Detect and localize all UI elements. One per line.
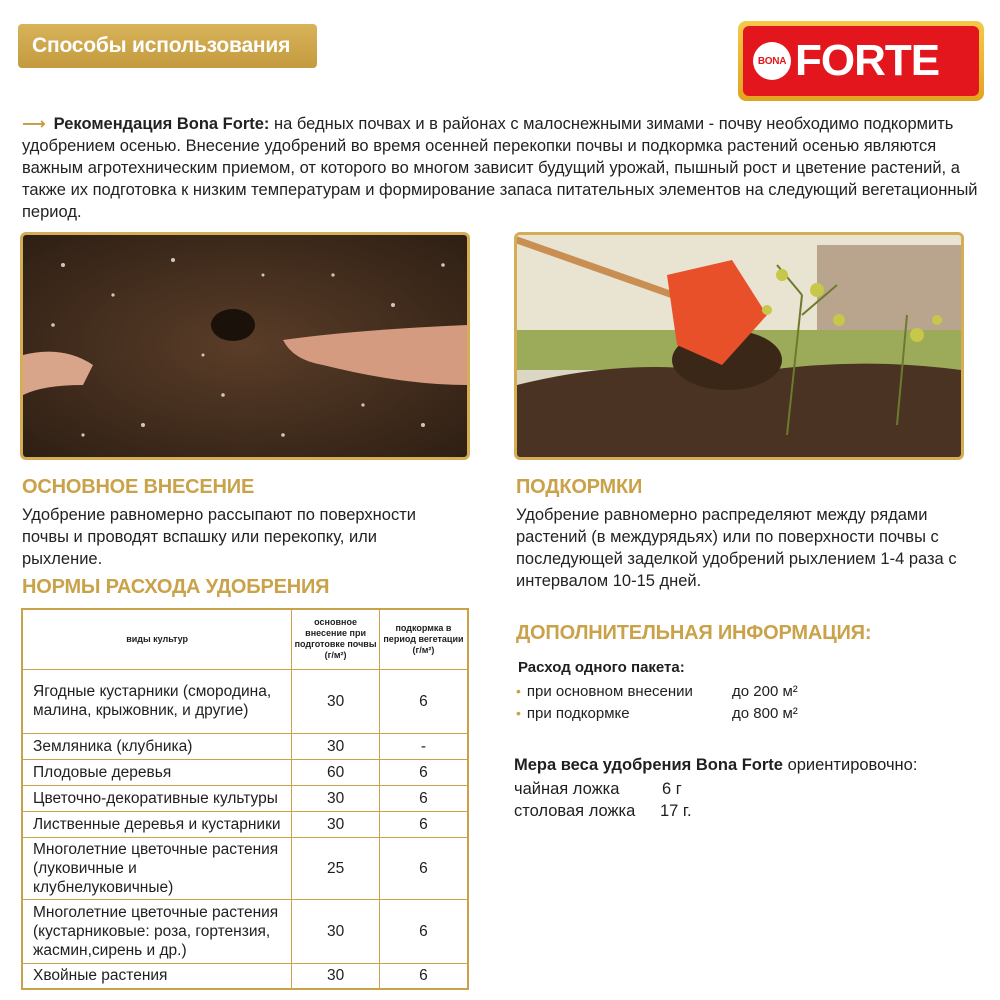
logo-bona-circle: BONA (753, 42, 791, 80)
crop-cell: Хвойные растения (22, 963, 292, 989)
bullet-icon: • (516, 683, 521, 699)
measure-item-value: 6 г (662, 780, 682, 798)
measure-heading (514, 756, 917, 775)
table-row (22, 963, 468, 989)
basic-rate-cell: 25 (292, 837, 380, 899)
crop-cell: Лиственные деревья и кустарники (22, 811, 292, 837)
soil-hands-illustration (23, 235, 467, 457)
norms-table-header (22, 609, 468, 669)
recommendation-paragraph (22, 113, 982, 223)
measure-suffix: ориентировочно: (787, 756, 918, 774)
bona-forte-logo (738, 21, 984, 101)
package-usage-value: до 200 м² (732, 683, 798, 700)
basic-rate-cell: 30 (292, 669, 380, 733)
column-header-basic: основное внесение при подготовке почвы (г/м²) (292, 609, 380, 669)
measure-label: Мера веса удобрения Bona Forte (514, 756, 783, 774)
logo-forte-text: FORTE (795, 36, 940, 85)
package-usage-subtitle: Расход одного пакета: (518, 659, 685, 676)
table-row (22, 837, 468, 899)
basic-rate-cell: 30 (292, 733, 380, 759)
recommendation-text: на бедных почвах и в районах с малоснежными зимами - почву необходимо подкормить удобрением осенью. Внесение удобрений во время осенней перекопки почвы и подкормка растений осенью являются важным агротехническим приемом, от которого во многом зависит будущий урожай, пышный рост и цветение растений, а также их подготовка к низким температурам и формирование запаса питательных элементов на следующий вегетационный период. (22, 115, 978, 221)
shovel-garden-photo (514, 232, 964, 460)
basic-rate-cell: 30 (292, 899, 380, 963)
column-header-feeding: подкормка в период вегетации (г/м²) (379, 609, 468, 669)
feeding-text: Удобрение равномерно распределяют между рядами растений (в междурядьях) или по поверхности почвы с последующей заделкой удобрений рыхлением 1-4 раза с интервалом 10-15 дней. (516, 506, 957, 590)
crop-cell: Земляника (клубника) (22, 733, 292, 759)
norms-table (21, 608, 469, 990)
recommendation-label: Рекомендация Bona Forte: (53, 115, 270, 133)
table-row (22, 811, 468, 837)
basic-rate-cell: 30 (292, 811, 380, 837)
crop-cell: Многолетние цветочные растения (луковичные и клубнелуковичные) (22, 837, 292, 899)
table-row (22, 759, 468, 785)
package-usage-value: до 800 м² (732, 705, 798, 722)
package-usage-label: при подкормке (526, 705, 630, 722)
measure-item-label: чайная ложка (514, 780, 620, 798)
bullet-icon: • (516, 705, 521, 721)
crop-cell: Ягодные кустарники (смородина, малина, крыжовник, и другие) (22, 669, 292, 733)
measure-item-value: 17 г. (660, 802, 692, 820)
feeding-title: ПОДКОРМКИ (516, 476, 643, 498)
feed-rate-cell: - (379, 733, 468, 759)
feed-rate-cell: 6 (379, 837, 468, 899)
feed-rate-cell: 6 (379, 811, 468, 837)
column-header-crop: виды культур (22, 609, 292, 669)
arrow-icon: ⟶ (22, 115, 46, 133)
basic-application-title: ОСНОВНОЕ ВНЕСЕНИЕ (22, 476, 255, 498)
table-row (22, 899, 468, 963)
crop-cell: Многолетние цветочные растения (кустарниковые: роза, гортензия, жасмин,сирень и др.) (22, 899, 292, 963)
crop-cell: Плодовые деревья (22, 759, 292, 785)
basic-rate-cell: 30 (292, 963, 380, 989)
feed-rate-cell: 6 (379, 963, 468, 989)
package-usage-label: при основном внесении (526, 683, 693, 700)
feed-rate-cell: 6 (379, 785, 468, 811)
measure-item (514, 802, 692, 821)
norms-title: НОРМЫ РАСХОДА УДОБРЕНИЯ (22, 576, 330, 598)
crop-cell: Цветочно-декоративные культуры (22, 785, 292, 811)
basic-rate-cell: 60 (292, 759, 380, 785)
basic-application-text: Удобрение равномерно рассыпают по поверхности почвы и проводят вспашку или перекопку, или рыхление. (22, 506, 416, 568)
table-row (22, 669, 468, 733)
package-usage-item (516, 683, 798, 700)
table-row (22, 733, 468, 759)
additional-info-title: ДОПОЛНИТЕЛЬНАЯ ИНФОРМАЦИЯ: (516, 622, 872, 644)
section-header (18, 24, 317, 68)
basic-rate-cell: 30 (292, 785, 380, 811)
table-row (22, 785, 468, 811)
package-usage-item (516, 705, 798, 722)
measure-item (514, 780, 682, 799)
soil-hands-photo (20, 232, 470, 460)
feed-rate-cell: 6 (379, 759, 468, 785)
measure-item-label: столовая ложка (514, 802, 636, 820)
feed-rate-cell: 6 (379, 899, 468, 963)
feed-rate-cell: 6 (379, 669, 468, 733)
shovel-garden-illustration (517, 235, 961, 457)
section-header-title: Способы использования (32, 34, 291, 57)
logo-badge (743, 26, 979, 96)
